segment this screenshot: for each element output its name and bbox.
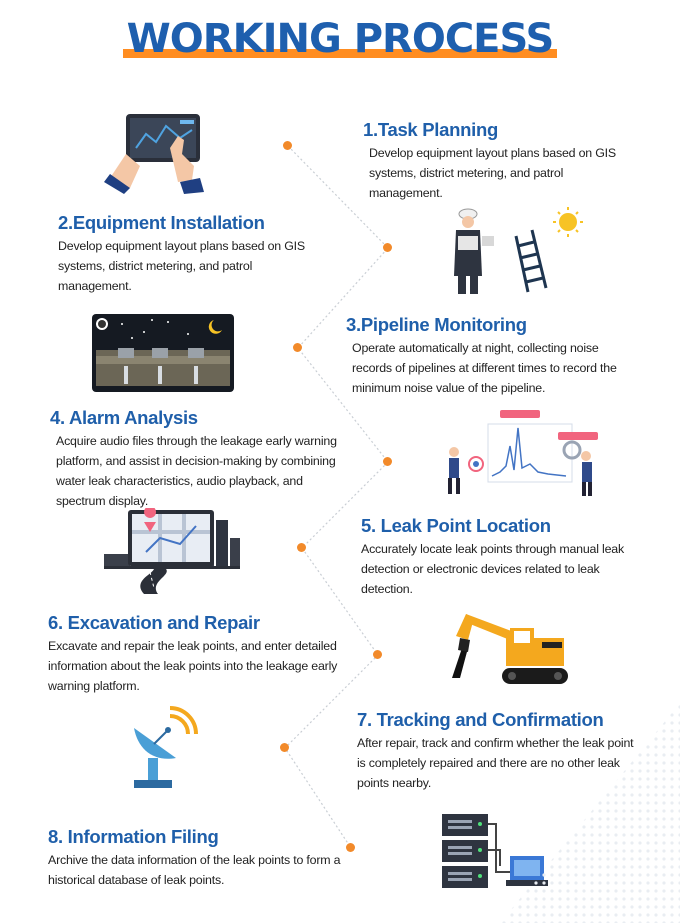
step-7-text: After repair, track and confirm whether the leak point is completely repaired and there are no other leak points nearby. xyxy=(357,736,634,790)
step-3-title: 3.Pipeline Monitoring xyxy=(346,314,527,335)
step-2 xyxy=(58,212,328,296)
step-3-text: Operate automatically at night, collecting noise records of pipelines at different times to record the minimum noise value of the pipeline. xyxy=(352,341,617,395)
excavator-icon xyxy=(446,608,570,690)
step-2-text: Develop equipment layout plans based on GIS systems, district metering, and patrol management. xyxy=(58,239,305,293)
step-dot-3 xyxy=(293,343,302,352)
step-3 xyxy=(346,314,636,398)
step-8 xyxy=(48,826,348,890)
step-8-title: 8. Information Filing xyxy=(48,826,219,847)
step-dot-2 xyxy=(383,243,392,252)
step-4 xyxy=(50,407,350,511)
step-1 xyxy=(363,119,633,203)
installer-ladder-icon xyxy=(448,206,588,298)
step-7-title: 7. Tracking and Confirmation xyxy=(357,709,604,730)
step-4-title: 4. Alarm Analysis xyxy=(50,407,198,428)
step-dot-1 xyxy=(283,141,292,150)
step-4-text: Acquire audio files through the leakage early warning platform, and assist in decision-making by combining water leak characteristics, audio playback, and spectrum display. xyxy=(56,434,337,508)
tablet-hands-icon xyxy=(100,108,210,196)
step-6-text: Excavate and repair the leak points, and enter detailed information about the leak points into the leakage early warning platform. xyxy=(48,639,338,693)
step-8-text: Archive the data information of the leak points to form a historical database of leak points. xyxy=(48,853,341,887)
step-6-title: 6. Excavation and Repair xyxy=(48,612,260,633)
step-6 xyxy=(48,612,348,696)
step-dot-6 xyxy=(373,650,382,659)
step-5-title: 5. Leak Point Location xyxy=(361,515,551,536)
step-5-text: Accurately locate leak points through manual leak detection or electronic devices related to leak detection. xyxy=(361,542,624,596)
step-2-title: 2.Equipment Installation xyxy=(58,212,265,233)
step-1-text: Develop equipment layout plans based on GIS systems, district metering, and patrol management. xyxy=(369,146,616,200)
step-dot-7 xyxy=(280,743,289,752)
night-pipeline-icon xyxy=(92,314,234,392)
step-5 xyxy=(361,515,641,599)
corner-pattern xyxy=(500,703,680,923)
page-title: WORKING PROCESS xyxy=(123,16,558,62)
spectrum-analysis-icon xyxy=(438,406,606,498)
step-1-title: 1.Task Planning xyxy=(363,119,498,140)
step-dot-4 xyxy=(383,457,392,466)
step-dot-5 xyxy=(297,543,306,552)
satellite-dish-icon xyxy=(126,706,204,794)
map-location-icon xyxy=(100,508,242,596)
